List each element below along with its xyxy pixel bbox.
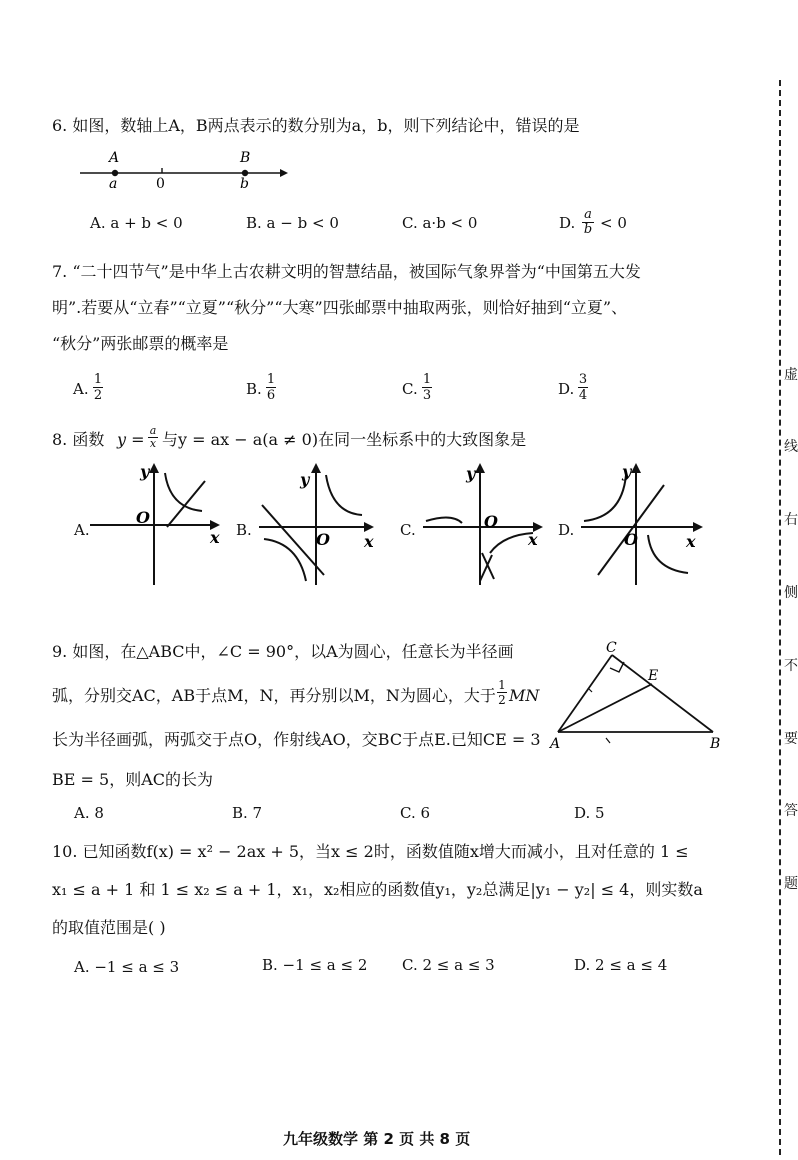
q6-d-rest: < 0 [600,214,627,232]
q7-line-1: 7. “二十四节气”是中华上古农耕文明的智慧结晶，被国际气象界誉为“中国第五大发 [52,262,641,281]
q8-b-x-label: x [364,532,374,551]
q6-point-a-value: a [109,176,118,192]
q8-label-a: A. [74,521,90,539]
q6-option-c: C. a·b < 0 [402,214,478,232]
margin-char: 虚 [784,367,798,383]
q8-d-origin: O [624,530,638,549]
q7-d-den: 4 [578,388,588,403]
q8-f1-den: x [149,437,157,450]
q10-option-d: D. 2 ≤ a ≤ 4 [574,956,668,974]
q8-a-x-label: x [210,528,220,547]
q10-line-2: x₁ ≤ a + 1 和 1 ≤ x₂ ≤ a + 1，x₁，x₂相应的函数值y₁，y₂总满足|y₁ − y₂| ≤ 4，则实数a [52,880,703,899]
q8-a-origin: O [136,508,150,527]
q6-d-den: b [583,222,593,237]
q8-graph-c [418,463,558,588]
q8-graph-d [578,463,713,588]
q6-option-b: B. a − b < 0 [246,214,339,232]
q7-option-c-fraction [422,372,432,403]
margin-char: 不 [784,658,798,674]
q7-option-a-fraction [93,372,103,403]
q9-line-4: BE = 5，则AC的长为 [52,770,213,789]
margin-char: 答 [784,803,798,819]
q6-point-b-label: B [240,150,251,166]
q7-c-den: 3 [422,388,432,403]
q8-d-y-label: y [622,462,632,481]
margin-char: 线 [784,439,798,455]
q10-line-3: 的取值范围是( ) [52,918,166,937]
q10-option-c: C. 2 ≤ a ≤ 3 [402,956,495,974]
q8-pre: 8. 函数 [52,430,105,449]
q7-option-d-label: D. [558,380,575,398]
q10-option-a: A. −1 ≤ a ≤ 3 [74,958,180,976]
q8-label-d: D. [558,521,575,539]
q9-frac-den: 2 [498,693,506,707]
q6-stem: 6. 如图，数轴上A，B两点表示的数分别为a，b，则下列结论中，错误的是 [52,116,580,135]
margin-char: 要 [784,731,798,747]
q8-a-y-label: y [140,462,150,481]
q8-b-y-label: y [300,470,310,489]
q9-triangle-figure [548,640,738,755]
q6-option-d: D. [559,214,576,232]
q8-c-y-label: y [466,464,476,483]
q7-d-num: 3 [578,372,588,387]
q9-option-a: A. 8 [74,804,104,822]
q8-post: 与y = ax − a(a ≠ 0)在同一坐标系中的大致图象是 [162,430,527,449]
q6-option-a: A. a + b < 0 [90,214,183,232]
page-footer: 九年级数学 第 2 页 共 8 页 [283,1130,471,1148]
q7-option-b-fraction [266,372,276,403]
q8-label-b: B. [236,521,252,539]
q7-b-num: 1 [266,372,276,387]
q9-frac-num: 1 [498,678,506,692]
q7-option-b-label: B. [246,380,262,398]
q7-a-den: 2 [93,388,103,403]
q10-line-1: 10. 已知函数f(x) = x² − 2ax + 5，当x ≤ 2时，函数值随x增大而减小，且对任意的 1 ≤ [52,842,689,861]
q8-graph-a [90,463,230,588]
q8-c-x-label: x [528,530,538,549]
q9-fig-a: A [550,736,561,752]
cut-line [779,80,781,1155]
q9-option-d: D. 5 [574,804,605,822]
q9-line-2-post: MN [509,686,540,705]
q9-fraction [497,678,507,707]
q8-f1-fraction [148,425,158,450]
q8-f1-num: a [149,424,157,437]
q6-point-b-value: b [240,176,249,192]
q6-point-a-label: A [109,150,120,166]
q9-fig-e: E [648,668,659,684]
q9-line-2-pre: 弧，分别交AC，AB于点M，N，再分别以M，N为圆心，大于 [52,686,496,705]
margin-char: 侧 [784,585,798,601]
q8-f1-lhs: y = [117,430,145,449]
q7-line-3: “秋分”两张邮票的概率是 [52,334,229,353]
q8-d-x-label: x [686,532,696,551]
q7-b-den: 6 [266,388,276,403]
q6-number-line [80,148,300,192]
q9-option-c: C. 6 [400,804,431,822]
q9-fig-c: C [606,640,617,656]
q8-b-origin: O [316,530,330,549]
q6-origin: 0 [156,176,165,192]
q7-option-d-fraction [578,372,588,403]
q7-option-c-label: C. [402,380,418,398]
q8-c-origin: O [484,512,498,531]
q10-option-b: B. −1 ≤ a ≤ 2 [262,956,368,974]
q7-option-a-label: A. [73,380,89,398]
q9-option-b: B. 7 [232,804,263,822]
q7-line-2: 明”.若要从“立春”“立夏”“秋分”“大寒”四张邮票中抽取两张，则恰好抽到“立夏”、 [52,298,628,317]
q7-c-num: 1 [422,372,432,387]
margin-char: 右 [784,512,798,528]
q9-fig-b: B [710,736,721,752]
q6-option-d-fraction [582,208,594,237]
q7-a-num: 1 [93,372,103,387]
q8-label-c: C. [400,521,416,539]
q9-line-3: 长为半径画弧，两弧交于点O，作射线AO，交BC于点E.已知CE = 3 [52,730,541,749]
margin-char: 题 [784,876,798,892]
q9-line-1: 9. 如图，在△ABC中，∠C = 90°，以A为圆心，任意长为半径画 [52,642,514,661]
q6-d-num: a [582,208,594,223]
q8-graph-b [254,463,384,588]
